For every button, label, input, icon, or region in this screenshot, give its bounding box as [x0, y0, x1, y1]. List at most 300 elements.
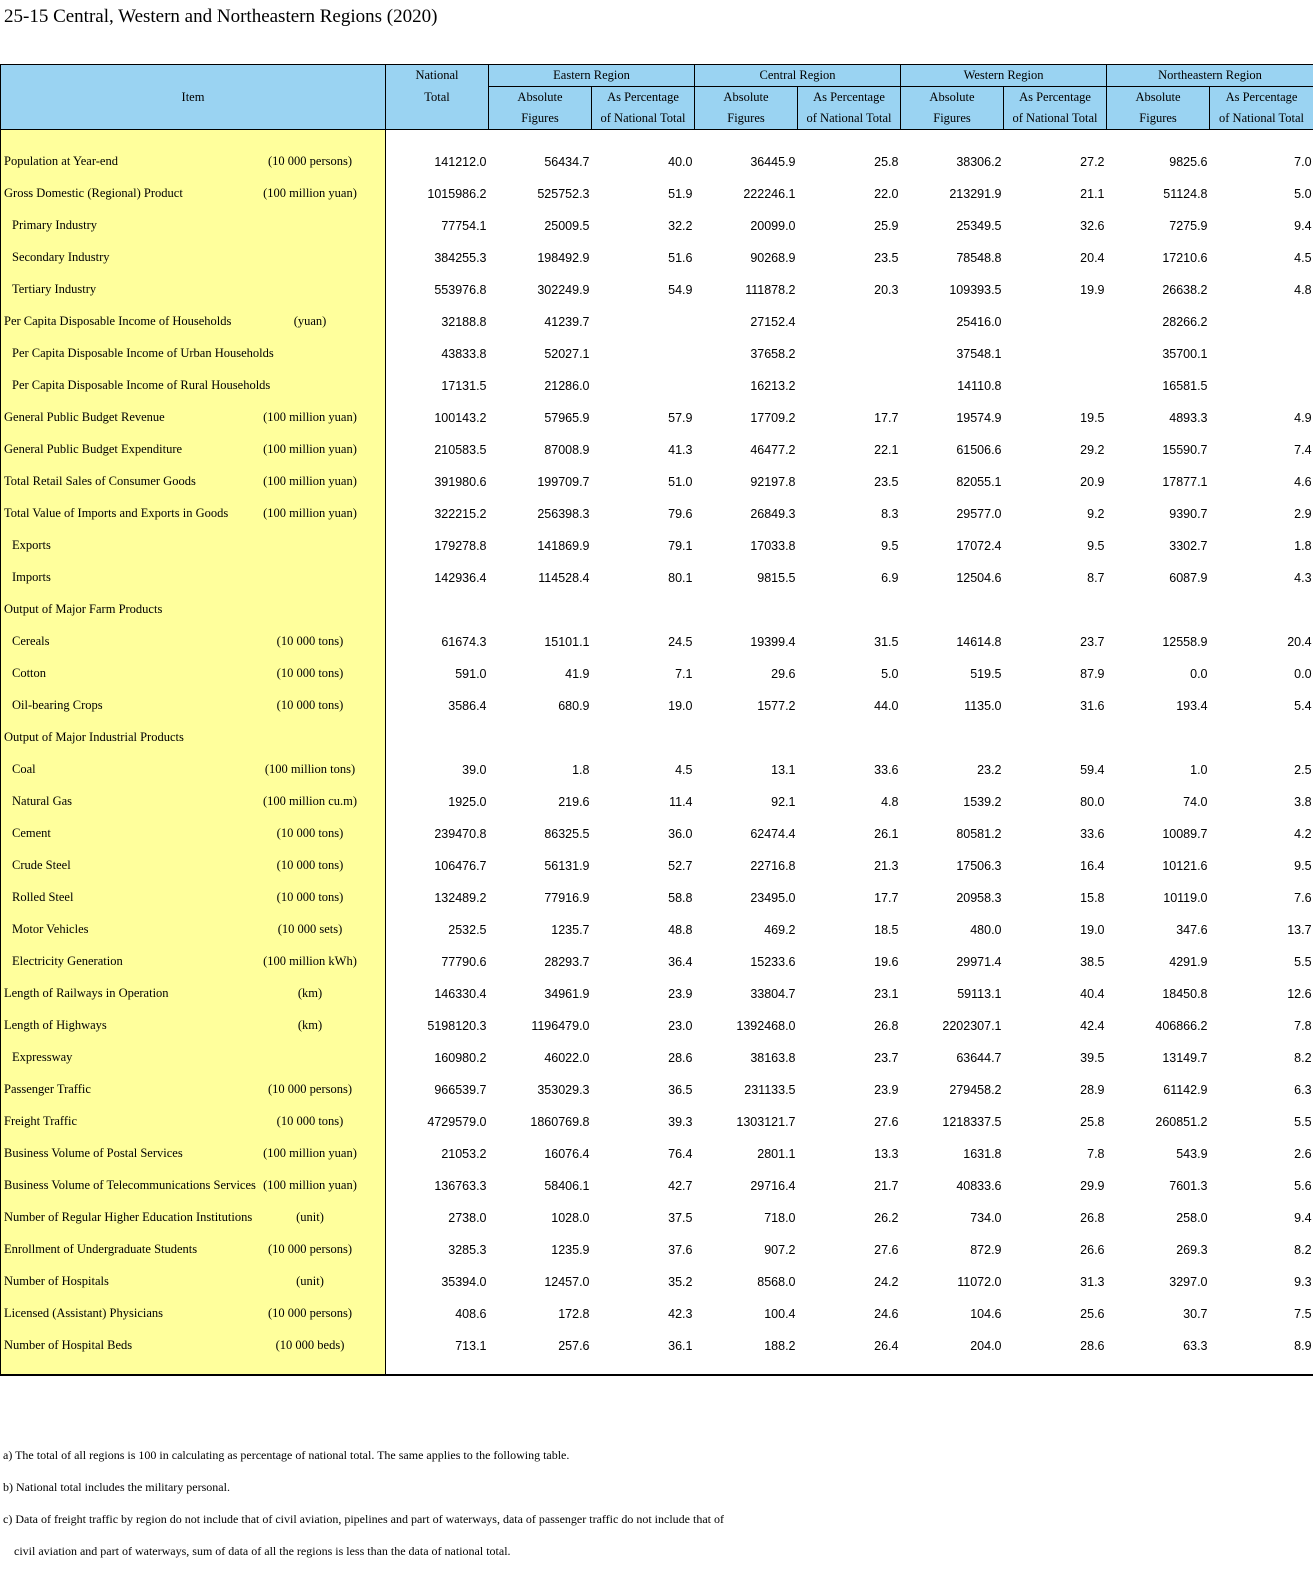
row-unit: (km): [235, 1018, 385, 1033]
table-row: [1, 946, 1313, 978]
table-row: [1, 306, 1313, 338]
row-unit: (100 million tons): [235, 762, 385, 777]
row-value: 198492.9: [489, 242, 592, 274]
row-value: 7.4: [1210, 434, 1313, 466]
row-value: 92197.8: [695, 466, 798, 498]
row-value: 20958.3: [901, 882, 1004, 914]
row-value: 46022.0: [489, 1042, 592, 1074]
row-value: 5.5: [1210, 946, 1313, 978]
header-national-line2: Total: [386, 87, 489, 130]
row-value: 31.3: [1004, 1266, 1107, 1298]
row-value: 52027.1: [489, 338, 592, 370]
row-label: Crude Steel: [12, 858, 71, 873]
row-item-cell: [1, 1170, 386, 1202]
row-unit: (100 million kWh): [235, 954, 385, 969]
row-item-cell: [1, 914, 386, 946]
row-value: [798, 594, 901, 626]
row-value: 29.9: [1004, 1170, 1107, 1202]
header-abs-line2: Figures: [695, 108, 798, 130]
header-region-central: Central Region: [695, 65, 901, 87]
row-value: 7.8: [1004, 1138, 1107, 1170]
spacer-cell: [798, 130, 901, 147]
row-value: 9.2: [1004, 498, 1107, 530]
row-value: 17131.5: [386, 370, 489, 402]
row-value: 3302.7: [1107, 530, 1210, 562]
row-value: 408.6: [386, 1298, 489, 1330]
row-value: 29.2: [1004, 434, 1107, 466]
row-value: 40.4: [1004, 978, 1107, 1010]
row-value: 77790.6: [386, 946, 489, 978]
header-pct-line2: of National Total: [592, 108, 695, 130]
row-value: 100143.2: [386, 402, 489, 434]
row-value: 40.0: [592, 146, 695, 178]
page-title: 25-15 Central, Western and Northeastern Regions (2020): [4, 6, 437, 28]
row-item-cell: [1, 434, 386, 466]
row-value: 347.6: [1107, 914, 1210, 946]
row-value: 9815.5: [695, 562, 798, 594]
row-unit: (10 000 persons): [235, 1082, 385, 1097]
table-row: [1, 1266, 1313, 1298]
row-value: 160980.2: [386, 1042, 489, 1074]
row-value: 8.2: [1210, 1234, 1313, 1266]
table-row: [1, 1042, 1313, 1074]
table-row: [1, 1330, 1313, 1362]
row-label: Natural Gas: [12, 794, 72, 809]
row-label: Per Capita Disposable Income of Rural Households: [12, 378, 270, 393]
row-value: 4729579.0: [386, 1106, 489, 1138]
row-value: 56131.9: [489, 850, 592, 882]
row-value: 16076.4: [489, 1138, 592, 1170]
footnotes: [3, 1446, 724, 1574]
table-body: [1, 130, 1313, 1376]
row-value: 7.0: [1210, 146, 1313, 178]
row-label: Number of Hospitals: [4, 1274, 109, 1289]
row-value: 25009.5: [489, 210, 592, 242]
row-value: 22.1: [798, 434, 901, 466]
table-row: [1, 1074, 1313, 1106]
row-value: 4.2: [1210, 818, 1313, 850]
row-value: 51124.8: [1107, 178, 1210, 210]
row-value: 20.3: [798, 274, 901, 306]
row-value: 74.0: [1107, 786, 1210, 818]
spacer-cell: [592, 1362, 695, 1375]
row-value: 11072.0: [901, 1266, 1004, 1298]
row-value: 92.1: [695, 786, 798, 818]
row-value: 39.5: [1004, 1042, 1107, 1074]
row-value: 58.8: [592, 882, 695, 914]
footnote: b) National total includes the military personal.: [3, 1478, 724, 1510]
row-label: Per Capita Disposable Income of Households: [4, 314, 231, 329]
header-abs-line1: Absolute: [489, 87, 592, 109]
row-value: 38163.8: [695, 1042, 798, 1074]
row-value: 7.8: [1210, 1010, 1313, 1042]
row-value: [1004, 306, 1107, 338]
row-label: Total Retail Sales of Consumer Goods: [4, 474, 196, 489]
spacer-cell: [1210, 1362, 1313, 1375]
row-item-cell: [1, 178, 386, 210]
row-label: Cereals: [12, 634, 49, 649]
row-value: 111878.2: [695, 274, 798, 306]
row-value: 391980.6: [386, 466, 489, 498]
row-value: 384255.3: [386, 242, 489, 274]
row-value: [489, 594, 592, 626]
header-pct-line1: As Percentage: [1210, 87, 1313, 109]
row-value: 1.8: [1210, 530, 1313, 562]
row-value: 23.1: [798, 978, 901, 1010]
row-value: 17.7: [798, 402, 901, 434]
row-value: 51.6: [592, 242, 695, 274]
row-value: 1303121.7: [695, 1106, 798, 1138]
row-value: 42.3: [592, 1298, 695, 1330]
row-value: 12457.0: [489, 1266, 592, 1298]
row-value: [695, 722, 798, 754]
row-value: 132489.2: [386, 882, 489, 914]
row-value: 14614.8: [901, 626, 1004, 658]
spacer-cell: [489, 1362, 592, 1375]
row-value: 2.5: [1210, 754, 1313, 786]
row-item-cell: [1, 1042, 386, 1074]
footnote: a) The total of all regions is 100 in calculating as percentage of national total. The same applies to the following table.: [3, 1446, 724, 1478]
row-value: 56434.7: [489, 146, 592, 178]
row-value: 680.9: [489, 690, 592, 722]
row-value: 23495.0: [695, 882, 798, 914]
row-value: 5198120.3: [386, 1010, 489, 1042]
row-value: 20099.0: [695, 210, 798, 242]
row-label: Population at Year-end: [4, 154, 118, 169]
row-unit: (unit): [235, 1274, 385, 1289]
row-value: 26638.2: [1107, 274, 1210, 306]
row-unit: (100 million yuan): [235, 474, 385, 489]
table-row: [1, 722, 1313, 754]
row-value: 9.4: [1210, 210, 1313, 242]
header-abs-line1: Absolute: [695, 87, 798, 109]
row-value: 59113.1: [901, 978, 1004, 1010]
row-value: 4291.9: [1107, 946, 1210, 978]
row-value: 2.9: [1210, 498, 1313, 530]
row-value: 3285.3: [386, 1234, 489, 1266]
table-row: [1, 978, 1313, 1010]
row-value: 2.6: [1210, 1138, 1313, 1170]
row-value: 52.7: [592, 850, 695, 882]
row-value: 87008.9: [489, 434, 592, 466]
row-value: 90268.9: [695, 242, 798, 274]
row-value: 36.1: [592, 1330, 695, 1362]
row-value: 5.5: [1210, 1106, 1313, 1138]
row-unit: (10 000 tons): [235, 826, 385, 841]
row-value: 19.9: [1004, 274, 1107, 306]
row-value: 9390.7: [1107, 498, 1210, 530]
row-value: 146330.4: [386, 978, 489, 1010]
row-value: 7275.9: [1107, 210, 1210, 242]
row-label: Cotton: [12, 666, 46, 681]
row-value: 26.8: [798, 1010, 901, 1042]
row-value: 46477.2: [695, 434, 798, 466]
row-value: 41.9: [489, 658, 592, 690]
row-item-cell: [1, 562, 386, 594]
row-value: 37658.2: [695, 338, 798, 370]
row-unit: (10 000 tons): [235, 1114, 385, 1129]
row-value: 26849.3: [695, 498, 798, 530]
row-value: 269.3: [1107, 1234, 1210, 1266]
row-value: 353029.3: [489, 1074, 592, 1106]
row-unit: (yuan): [235, 314, 385, 329]
table-row: [1, 146, 1313, 178]
row-unit: (10 000 tons): [235, 634, 385, 649]
row-value: 17033.8: [695, 530, 798, 562]
row-unit: (10 000 tons): [235, 890, 385, 905]
row-item-cell: [1, 658, 386, 690]
row-value: [1004, 722, 1107, 754]
row-value: 114528.4: [489, 562, 592, 594]
row-value: 106476.7: [386, 850, 489, 882]
row-label: Business Volume of Telecommunications Services: [4, 1178, 256, 1193]
row-value: 1.8: [489, 754, 592, 786]
row-label: Total Value of Imports and Exports in Goods: [4, 506, 228, 521]
row-value: 469.2: [695, 914, 798, 946]
row-value: [901, 594, 1004, 626]
row-value: 4.8: [1210, 274, 1313, 306]
row-value: 9.5: [1210, 850, 1313, 882]
row-value: 24.5: [592, 626, 695, 658]
row-value: [1004, 594, 1107, 626]
row-value: [386, 594, 489, 626]
row-unit: (100 million yuan): [235, 506, 385, 521]
row-value: 100.4: [695, 1298, 798, 1330]
row-value: 10089.7: [1107, 818, 1210, 850]
row-item-cell: [1, 1202, 386, 1234]
row-value: 39.3: [592, 1106, 695, 1138]
row-value: 5.0: [1210, 178, 1313, 210]
row-value: 57965.9: [489, 402, 592, 434]
row-value: 33804.7: [695, 978, 798, 1010]
row-value: 22.0: [798, 178, 901, 210]
row-value: 48.8: [592, 914, 695, 946]
row-item-cell: [1, 1298, 386, 1330]
table-row: [1, 818, 1313, 850]
row-value: 51.9: [592, 178, 695, 210]
row-label: General Public Budget Expenditure: [4, 442, 182, 457]
row-unit: (km): [235, 986, 385, 1001]
row-value: [798, 722, 901, 754]
row-value: 1235.9: [489, 1234, 592, 1266]
table-row: [1, 562, 1313, 594]
row-value: 199709.7: [489, 466, 592, 498]
row-label: Per Capita Disposable Income of Urban Households: [12, 346, 274, 361]
row-value: 12558.9: [1107, 626, 1210, 658]
table-row: [1, 914, 1313, 946]
footnote: c) Data of freight traffic by region do not include that of civil aviation, pipelines and part of waterways, data of passenger traffic do not include that of: [3, 1510, 724, 1542]
table-row: [1, 338, 1313, 370]
row-value: [1107, 594, 1210, 626]
row-item-cell: [1, 146, 386, 178]
row-value: 19.0: [592, 690, 695, 722]
spacer-cell: [695, 130, 798, 147]
row-item-cell: [1, 594, 386, 626]
row-item-cell: [1, 1074, 386, 1106]
row-value: 9.3: [1210, 1266, 1313, 1298]
spacer-cell: [901, 1362, 1004, 1375]
row-value: 18450.8: [1107, 978, 1210, 1010]
row-value: 13149.7: [1107, 1042, 1210, 1074]
spacer-cell: [1004, 1362, 1107, 1375]
row-value: 15101.1: [489, 626, 592, 658]
row-value: 222246.1: [695, 178, 798, 210]
row-item-cell: [1, 786, 386, 818]
row-value: 907.2: [695, 1234, 798, 1266]
row-value: 21.7: [798, 1170, 901, 1202]
row-unit: (10 000 tons): [235, 698, 385, 713]
row-item-cell: [1, 274, 386, 306]
row-value: 8568.0: [695, 1266, 798, 1298]
row-value: 734.0: [901, 1202, 1004, 1234]
row-value: 22716.8: [695, 850, 798, 882]
row-value: 35394.0: [386, 1266, 489, 1298]
header-pct-line1: As Percentage: [592, 87, 695, 109]
header-region-eastern: Eastern Region: [489, 65, 695, 87]
row-unit: (100 million yuan): [235, 1146, 385, 1161]
row-value: 61674.3: [386, 626, 489, 658]
row-value: 17.7: [798, 882, 901, 914]
row-value: 19.5: [1004, 402, 1107, 434]
row-unit: (10 000 beds): [235, 1338, 385, 1353]
row-label: Passenger Traffic: [4, 1082, 91, 1097]
row-value: 3297.0: [1107, 1266, 1210, 1298]
row-value: [592, 338, 695, 370]
header-abs-line2: Figures: [1107, 108, 1210, 130]
row-item-cell: [1, 690, 386, 722]
table-row: [1, 1170, 1313, 1202]
row-item-cell: [1, 242, 386, 274]
row-value: 21286.0: [489, 370, 592, 402]
row-label: Tertiary Industry: [12, 282, 96, 297]
row-value: 61142.9: [1107, 1074, 1210, 1106]
row-value: 28.9: [1004, 1074, 1107, 1106]
row-value: 2532.5: [386, 914, 489, 946]
row-value: 519.5: [901, 658, 1004, 690]
row-value: 210583.5: [386, 434, 489, 466]
row-item-cell: [1, 498, 386, 530]
row-value: 17709.2: [695, 402, 798, 434]
row-value: 77754.1: [386, 210, 489, 242]
row-value: 24.2: [798, 1266, 901, 1298]
row-value: 3586.4: [386, 690, 489, 722]
row-label: Length of Railways in Operation: [4, 986, 169, 1001]
row-label: Electricity Generation: [12, 954, 123, 969]
row-value: 6.3: [1210, 1074, 1313, 1106]
spacer-cell: [901, 130, 1004, 147]
row-value: 9.5: [1004, 530, 1107, 562]
row-value: 6.9: [798, 562, 901, 594]
row-value: [592, 594, 695, 626]
row-value: 23.5: [798, 466, 901, 498]
table-row: [1, 498, 1313, 530]
table-row: [1, 274, 1313, 306]
row-label: Length of Highways: [4, 1018, 107, 1033]
row-value: 36445.9: [695, 146, 798, 178]
row-value: 29971.4: [901, 946, 1004, 978]
row-value: 17210.6: [1107, 242, 1210, 274]
row-label: Oil-bearing Crops: [12, 698, 103, 713]
row-value: 406866.2: [1107, 1010, 1210, 1042]
row-label: Output of Major Industrial Products: [4, 730, 184, 745]
row-label: Business Volume of Postal Services: [4, 1146, 183, 1161]
row-value: 0.0: [1210, 658, 1313, 690]
row-value: 16213.2: [695, 370, 798, 402]
row-value: 23.9: [798, 1074, 901, 1106]
footnote: civil aviation and part of waterways, sum of data of all the regions is less than the data of national total.: [3, 1542, 724, 1574]
row-value: 8.3: [798, 498, 901, 530]
row-value: 15590.7: [1107, 434, 1210, 466]
row-value: 30.7: [1107, 1298, 1210, 1330]
row-value: 38.5: [1004, 946, 1107, 978]
row-value: 257.6: [489, 1330, 592, 1362]
row-value: 20.4: [1004, 242, 1107, 274]
row-value: 44.0: [798, 690, 901, 722]
row-value: 4.3: [1210, 562, 1313, 594]
row-value: 61506.6: [901, 434, 1004, 466]
data-table: [0, 64, 1313, 1376]
table-row: [1, 850, 1313, 882]
row-item-cell: [1, 370, 386, 402]
row-item-cell: [1, 306, 386, 338]
row-value: 25349.5: [901, 210, 1004, 242]
row-unit: (10 000 tons): [235, 666, 385, 681]
row-item-cell: [1, 466, 386, 498]
row-value: 35.2: [592, 1266, 695, 1298]
row-value: 80.0: [1004, 786, 1107, 818]
row-value: [592, 722, 695, 754]
row-value: 28266.2: [1107, 306, 1210, 338]
row-value: 86325.5: [489, 818, 592, 850]
table-row: [1, 1010, 1313, 1042]
row-value: 16581.5: [1107, 370, 1210, 402]
row-value: 16.4: [1004, 850, 1107, 882]
row-value: [695, 594, 798, 626]
row-value: 10121.6: [1107, 850, 1210, 882]
table-row: [1, 1298, 1313, 1330]
row-value: 543.9: [1107, 1138, 1210, 1170]
row-value: 9.4: [1210, 1202, 1313, 1234]
header-abs-line1: Absolute: [1107, 87, 1210, 109]
table-row: [1, 242, 1313, 274]
row-value: 29577.0: [901, 498, 1004, 530]
row-value: 28.6: [592, 1042, 695, 1074]
header-region-northeastern: Northeastern Region: [1107, 65, 1313, 87]
row-value: 79.1: [592, 530, 695, 562]
header-region-western: Western Region: [901, 65, 1107, 87]
row-value: 13.1: [695, 754, 798, 786]
row-value: 51.0: [592, 466, 695, 498]
row-value: 1925.0: [386, 786, 489, 818]
row-value: 21.1: [1004, 178, 1107, 210]
row-value: 87.9: [1004, 658, 1107, 690]
spacer-cell: [489, 130, 592, 147]
row-value: 24.6: [798, 1298, 901, 1330]
spacer-cell: [1210, 130, 1313, 147]
row-value: 256398.3: [489, 498, 592, 530]
row-item-cell: [1, 626, 386, 658]
row-value: 28293.7: [489, 946, 592, 978]
row-value: 42.4: [1004, 1010, 1107, 1042]
row-value: 10119.0: [1107, 882, 1210, 914]
row-value: 79.6: [592, 498, 695, 530]
row-value: 1539.2: [901, 786, 1004, 818]
row-value: 9.5: [798, 530, 901, 562]
row-value: 15.8: [1004, 882, 1107, 914]
table-header: [1, 65, 1313, 130]
row-value: 260851.2: [1107, 1106, 1210, 1138]
row-value: 23.9: [592, 978, 695, 1010]
